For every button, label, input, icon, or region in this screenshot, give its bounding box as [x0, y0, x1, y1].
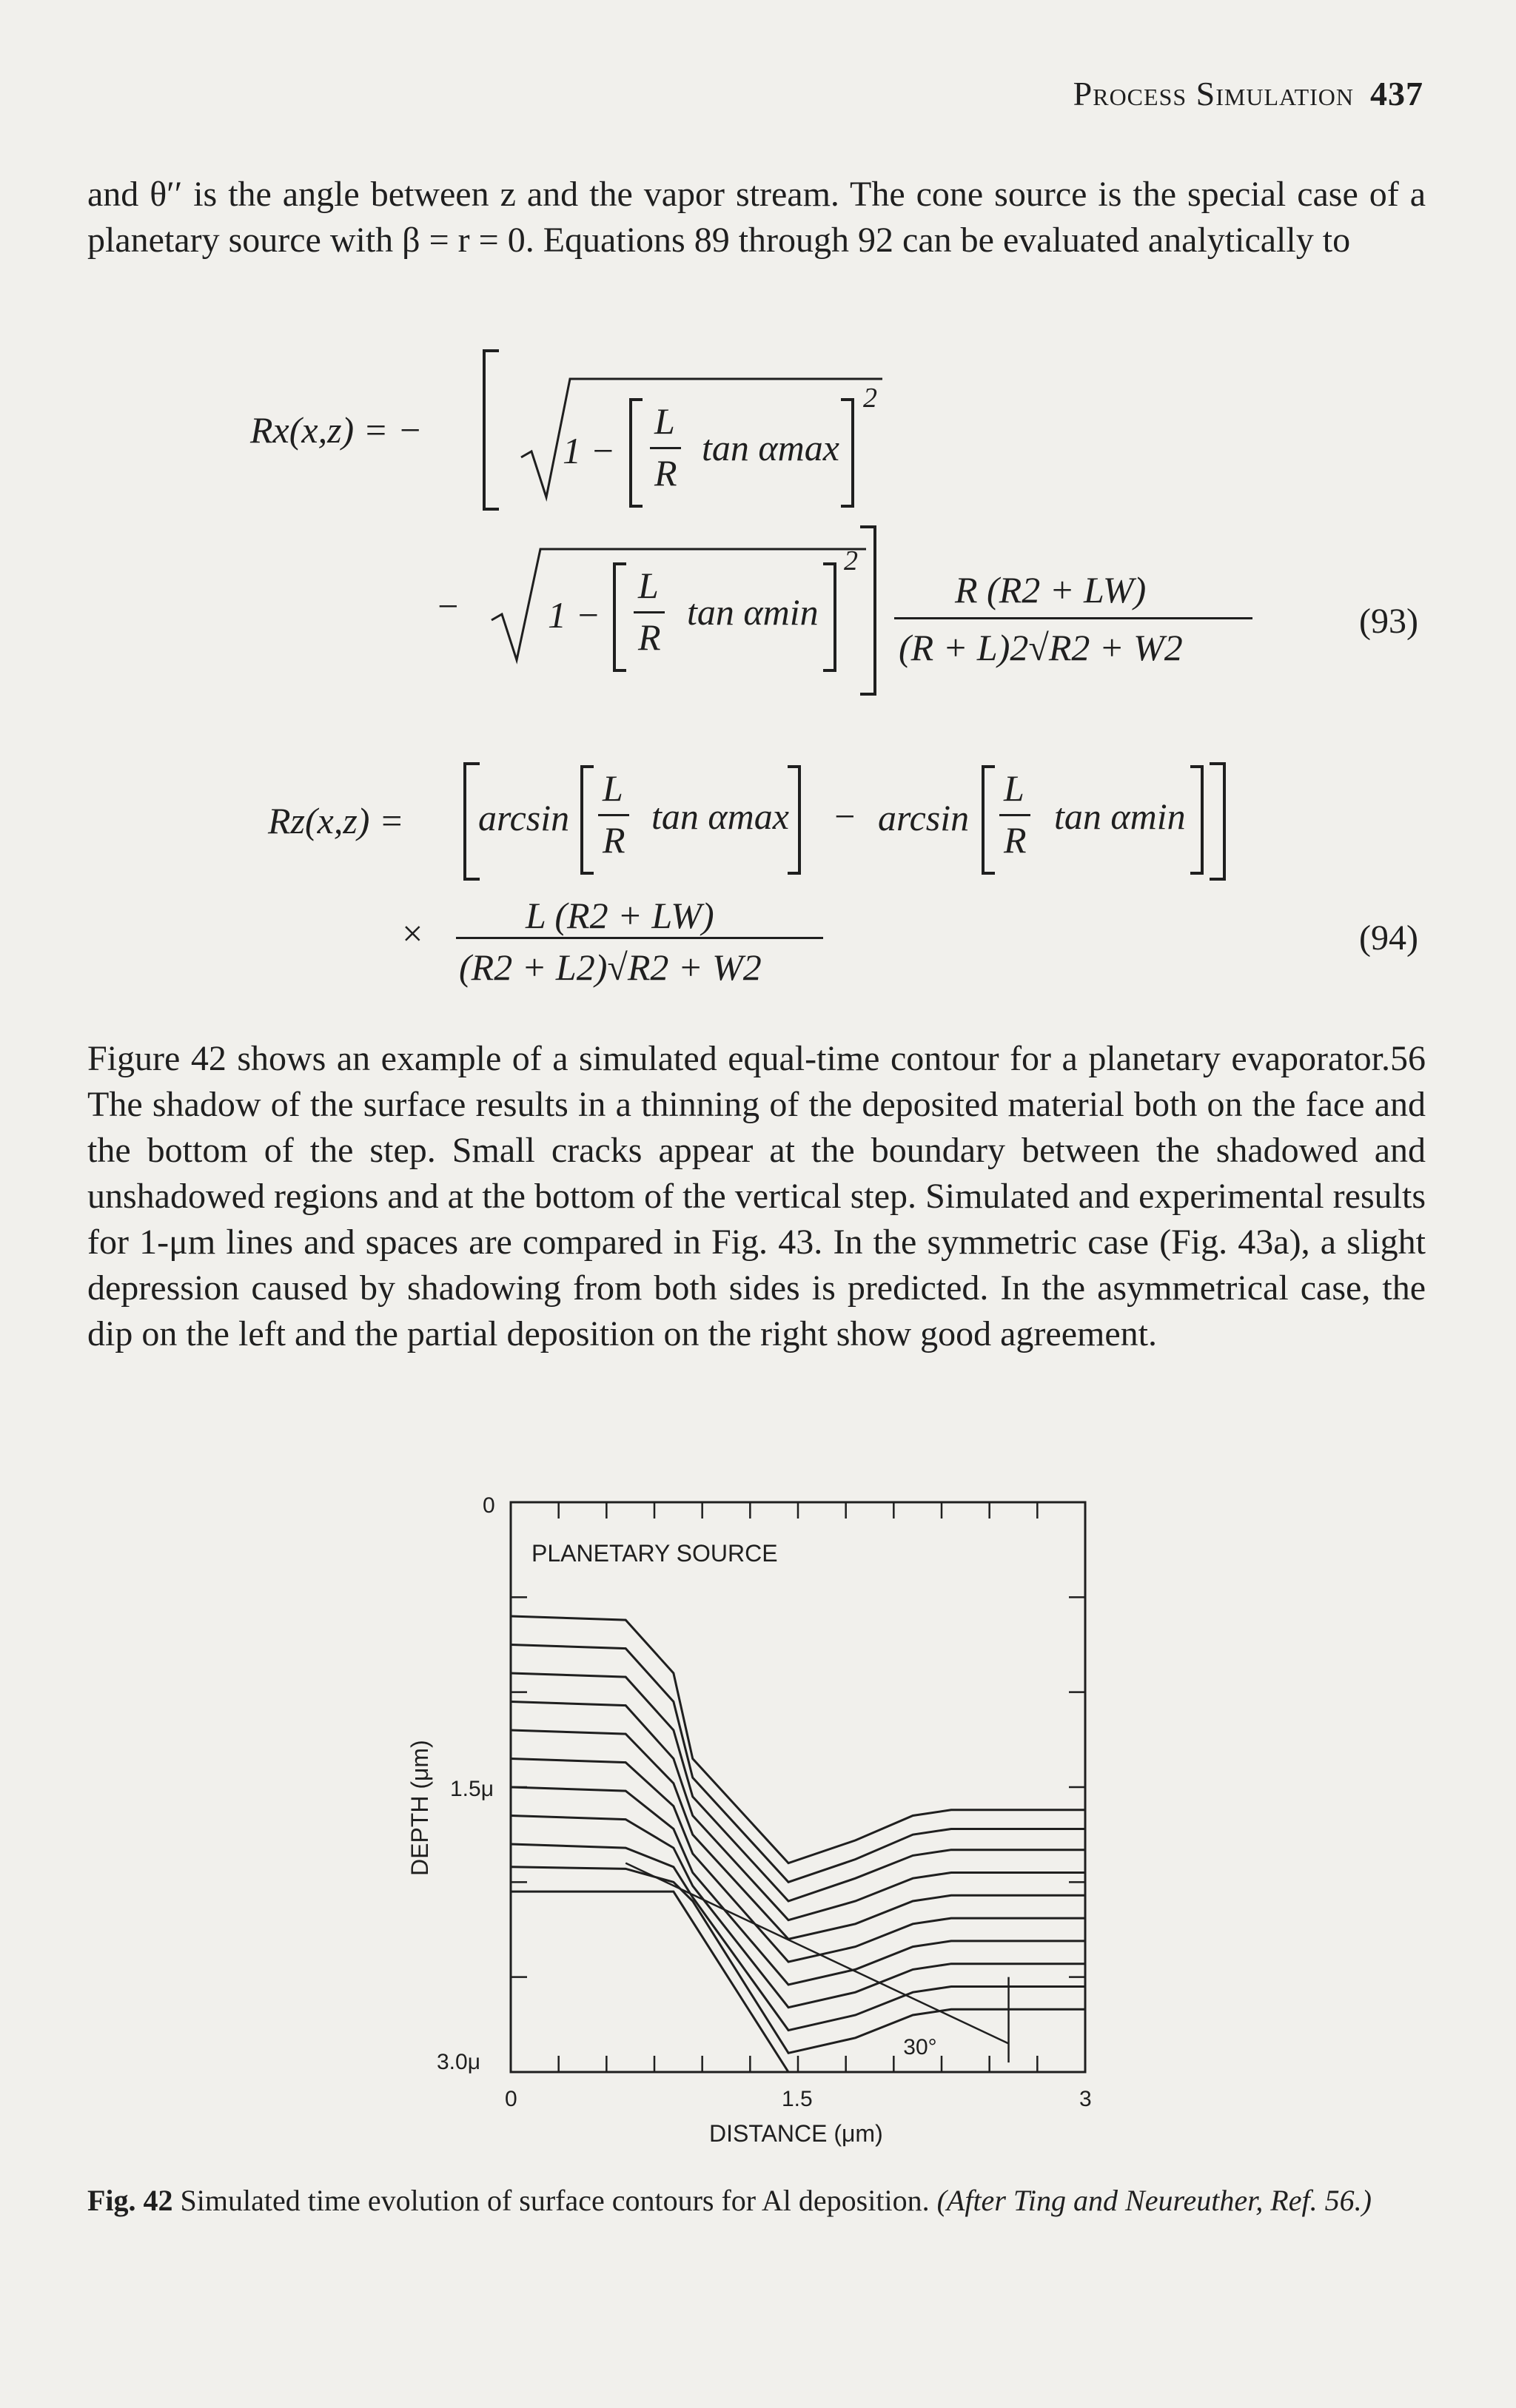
contour-line-8 [511, 1816, 1085, 2008]
y-tick-label-1-5: 1.5μ [450, 1777, 494, 1801]
running-title: Process Simulation [1073, 75, 1354, 112]
contour-line-7 [511, 1787, 1085, 1985]
y-axis-label: DEPTH (μm) [406, 1740, 433, 1876]
eq94-R-1: R [603, 819, 625, 861]
eq93-numerator: R (R2 + LW) [955, 569, 1147, 611]
eq93-R-1: R [654, 452, 677, 494]
x-tick-label-3: 3 [1079, 2087, 1092, 2111]
body-text: Figure 42 shows an example of a simulated equal-time contour for a planetary evaporator.56 The shadow of the surface results in a thinning of the deposited material both on the face and the bottom of the step. Small cracks appear at the boundary between the shadowed and unshadowed regions and at the bottom of the vertical step. Simulated and experimental results for 1-μm lines and spaces are compared in Fig. 43. In the symmetric case (Fig. 43a), a slight depression caused by shadowing from both sides is predicted. In the asymmetrical case, the dip on the left and the partial deposition on the right show good agreement. [87, 1039, 1426, 1353]
eq93-tan-max: tan αmax [702, 427, 839, 468]
eq94-L-2: L [1004, 767, 1024, 809]
eq93-one-minus-2: 1 − [548, 594, 601, 636]
intro-text: and θ′′ is the angle between z and the vapor stream. The cone source is the special case of a planetary source with β = r = 0. Equations 89 through 92 can be evaluated analytically to [87, 175, 1426, 260]
caption-credit: (After Ting and Neureuther, Ref. 56.) [936, 2184, 1372, 2217]
eq93-square-1: 2 [863, 383, 877, 414]
eq93-L-2: L [638, 565, 659, 606]
contour-line-1 [511, 1616, 1085, 1863]
eq94-lhs: Rz(x,z) = [268, 800, 404, 841]
eq93-denominator: (R + L)2√R2 + W2 [899, 627, 1183, 668]
page-number: 437 [1370, 75, 1423, 112]
eq93-R-2: R [638, 616, 661, 658]
y-tick-label-0: 0 [483, 1493, 495, 1518]
eq94-R-2: R [1004, 819, 1027, 861]
eq94-minus: − [832, 796, 857, 837]
eq94-arcsin-2: arcsin [878, 797, 970, 838]
caption-text: Simulated time evolution of surface contours for Al deposition. [180, 2184, 930, 2217]
eq94-arcsin-1: arcsin [478, 797, 570, 838]
eq93-one-minus-1: 1 − [563, 430, 616, 471]
annotation-30-degrees: 30° [903, 2035, 937, 2060]
x-tick-label-0: 0 [505, 2087, 517, 2111]
eq93-number: (93) [1359, 602, 1418, 641]
eq94-number: (94) [1359, 918, 1418, 958]
eq94-L-1: L [603, 767, 623, 809]
eq93-minus: − [435, 585, 460, 627]
eq93-L-1: L [654, 400, 675, 442]
eq94-denominator: (R2 + L2)√R2 + W2 [459, 946, 762, 988]
eq94-tan-min: tan αmin [1054, 796, 1186, 837]
eq93-lhs: Rx(x,z) = − [250, 409, 423, 451]
figure-caption [87, 2180, 1426, 2222]
chart-layer [406, 1493, 1092, 2147]
eq94-times: × [400, 912, 425, 954]
eq94-numerator: L (R2 + LW) [526, 895, 714, 936]
chart-title: PLANETARY SOURCE [531, 1540, 778, 1567]
x-axis-label: DISTANCE (μm) [709, 2120, 883, 2147]
y-tick-label-3-0: 3.0μ [437, 2050, 480, 2074]
eq94-tan-max: tan αmax [651, 796, 789, 837]
caption-label: Fig. 42 [87, 2184, 173, 2217]
eq93-square-2: 2 [844, 545, 858, 576]
contour-line-3 [511, 1673, 1085, 1901]
x-tick-label-1-5: 1.5 [782, 2087, 813, 2111]
eq93-tan-min: tan αmin [687, 591, 819, 633]
